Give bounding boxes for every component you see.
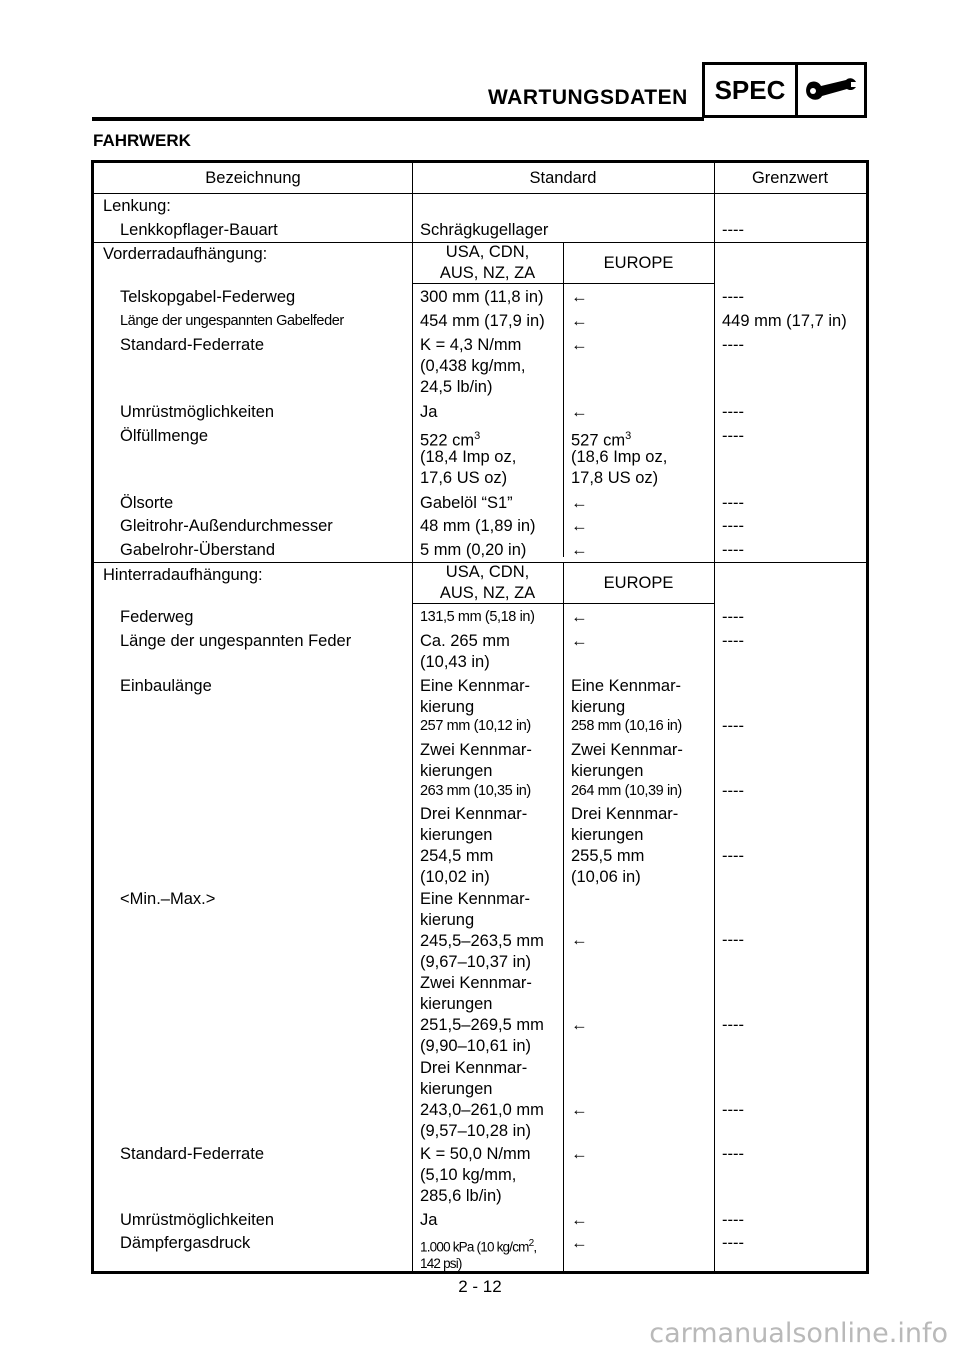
row-label: Federweg: [120, 608, 194, 626]
row-std-usa: 5 mm (0,20 in): [420, 541, 527, 559]
row-limit: ----: [722, 608, 744, 626]
row-std-europe: ←: [571, 494, 588, 512]
row-std-europe: ←: [571, 336, 588, 354]
row-std-europe: ←: [571, 931, 588, 949]
row-label: Umrüstmöglichkeiten: [120, 403, 275, 421]
row-std-europe: ←: [571, 288, 588, 306]
row-std-usa-value: 263 mm (10,35 in): [420, 783, 531, 799]
row-label: Standard-Federrate: [120, 1145, 264, 1163]
row-label: Dämpfergasdruck: [120, 1234, 251, 1252]
row-label: Telskopgabel-Federweg: [120, 288, 296, 306]
row-limit: ----: [722, 632, 744, 650]
row-std-usa: Eine Kennmar- kierung: [420, 677, 531, 716]
row-limit: ----: [722, 931, 744, 949]
row-std-europe: ←: [571, 1101, 588, 1119]
volume-value: 527 cm: [571, 431, 626, 450]
row-label: Länge der ungespannten Feder: [120, 632, 352, 650]
row-label: Einbaulänge: [120, 677, 212, 695]
row-limit: 449 mm (17,7 in): [722, 312, 847, 330]
row-label: Ölfüllmenge: [120, 427, 209, 445]
row-std-usa: K = 50,0 N/mm (5,10 kg/mm, 285,6 lb/in): [420, 1145, 531, 1205]
group-vorderrad: Vorderradaufhängung:: [103, 245, 268, 263]
row-label: Lenkkopflager-Bauart: [120, 221, 278, 239]
row-std-europe: ←: [571, 1234, 588, 1252]
header-divider: [94, 193, 866, 194]
row-limit: ----: [722, 427, 744, 445]
row-std-usa: Ca. 265 mm (10,43 in): [420, 632, 510, 671]
col-divider: [412, 163, 413, 1271]
row-std-europe: Zwei Kennmar- kierungen: [571, 741, 683, 780]
row-std-europe: ←: [571, 608, 588, 626]
row-std-europe-detail: (18,6 Imp oz, 17,8 US oz): [571, 448, 668, 487]
row-std-usa: 454 mm (17,9 in): [420, 312, 545, 330]
row-label: Länge der ungespannten Gabelfeder: [120, 313, 344, 329]
col-divider: [563, 562, 564, 1271]
watermark: carmanualsonline.info: [649, 1318, 948, 1349]
row-std-europe: ←: [571, 541, 588, 559]
row-limit: ----: [722, 717, 744, 735]
group-hinterrad: Hinterradaufhängung:: [103, 566, 263, 584]
col-header-grenzwert: Grenzwert: [751, 169, 829, 187]
row-std-europe: Drei Kennmar- kierungen 255,5 mm (10,06 in): [571, 805, 679, 886]
row-std-usa-value: 257 mm (10,12 in): [420, 718, 531, 734]
row-std-europe-value: 264 mm (10,39 in): [571, 783, 682, 799]
row-std-usa: 300 mm (11,8 in): [420, 288, 544, 306]
row-std-europe-value: 258 mm (10,16 in): [571, 718, 682, 734]
row-std-europe: ←: [571, 403, 588, 421]
col-divider: [714, 163, 715, 1271]
row-limit: ----: [722, 1145, 744, 1163]
col-header-bezeichnung: Bezeichnung: [205, 169, 301, 187]
row-std-europe: ←: [571, 1211, 588, 1229]
row-limit: ----: [722, 847, 744, 865]
row-limit: ----: [722, 403, 744, 421]
row-limit: ----: [722, 494, 744, 512]
group-lenkung: Lenkung:: [103, 197, 171, 215]
region-usa: USA, CDN, AUS, NZ, ZA: [439, 563, 536, 602]
row-std-usa: Drei Kennmar- kierungen 243,0–261,0 mm (9,57–10,28 in): [420, 1059, 544, 1140]
volume-value: 522 cm: [420, 431, 475, 450]
row-label: Gabelrohr-Überstand: [120, 541, 275, 559]
row-std-usa: 48 mm (1,89 in): [420, 517, 536, 535]
region-usa: USA, CDN, AUS, NZ, ZA: [439, 243, 536, 282]
row-label: Gleitrohr-Außendurchmesser: [120, 517, 333, 535]
spec-table: [91, 160, 869, 1274]
row-label: Ölsorte: [120, 494, 174, 512]
volume-exponent: 3: [474, 430, 481, 442]
row-std-usa: Ja: [420, 403, 438, 421]
pressure-separator: ,: [533, 1239, 537, 1255]
row-std-usa: Gabelöl “S1”: [420, 494, 513, 512]
row-limit: ----: [722, 1101, 744, 1119]
volume-exponent: 3: [625, 430, 632, 442]
col-divider: [563, 242, 564, 557]
pressure-value: 1.000 kPa (10 kg/cm: [420, 1239, 529, 1255]
row-std-usa: Zwei Kennmar- kierungen: [420, 741, 532, 780]
row-std-europe: ←: [571, 1016, 588, 1034]
row-limit: ----: [722, 221, 744, 239]
row-std-europe: Eine Kennmar- kierung: [571, 677, 682, 716]
spec-label: SPEC: [705, 65, 798, 115]
row-limit: ----: [722, 1016, 744, 1034]
row-limit: ----: [722, 288, 744, 306]
row-standard: Schrägkugellager: [420, 221, 549, 239]
row-limit: ----: [722, 1211, 744, 1229]
pressure-exponent: 2: [528, 1238, 534, 1249]
row-std-usa: Drei Kennmar- kierungen 254,5 mm (10,02 in): [420, 805, 528, 886]
row-std-europe: ←: [571, 517, 588, 535]
row-limit: ----: [722, 517, 744, 535]
row-std-usa: Eine Kennmar- kierung 245,5–263,5 mm (9,67–10,37 in): [420, 890, 544, 971]
row-std-usa: Zwei Kennmar- kierungen 251,5–269,5 mm (9,90–10,61 in): [420, 974, 544, 1055]
row-std-usa: 131,5 mm (5,18 in): [420, 609, 535, 625]
section-title: FAHRWERK: [93, 131, 191, 150]
row-std-europe: ←: [571, 312, 588, 330]
wrench-icon: [798, 65, 864, 115]
spec-badge: [702, 62, 867, 118]
row-std-usa-detail: (18,4 Imp oz, 17,6 US oz): [420, 448, 517, 487]
region-europe: EUROPE: [603, 254, 674, 272]
header-rule: [92, 117, 704, 121]
row-std-europe: ←: [571, 632, 588, 650]
page-title: WARTUNGSDATEN: [488, 86, 688, 109]
row-std-usa: Ja: [420, 1211, 438, 1229]
col-header-standard: Standard: [529, 169, 597, 187]
row-std-europe: ←: [571, 1145, 588, 1163]
row-limit: ----: [722, 336, 744, 354]
row-std-usa-detail: 142 psi): [420, 1256, 462, 1271]
row-limit: ----: [722, 782, 744, 800]
page-number: 2 - 12: [458, 1277, 502, 1296]
row-label: Umrüstmöglichkeiten: [120, 1211, 275, 1229]
row-std-usa: K = 4,3 N/mm (0,438 kg/mm, 24,5 lb/in): [420, 336, 526, 396]
row-limit: ----: [722, 1234, 744, 1252]
row-label: Standard-Federrate: [120, 336, 264, 354]
region-europe: EUROPE: [603, 574, 674, 592]
row-limit: ----: [722, 541, 744, 559]
row-label: <Min.–Max.>: [120, 890, 216, 908]
